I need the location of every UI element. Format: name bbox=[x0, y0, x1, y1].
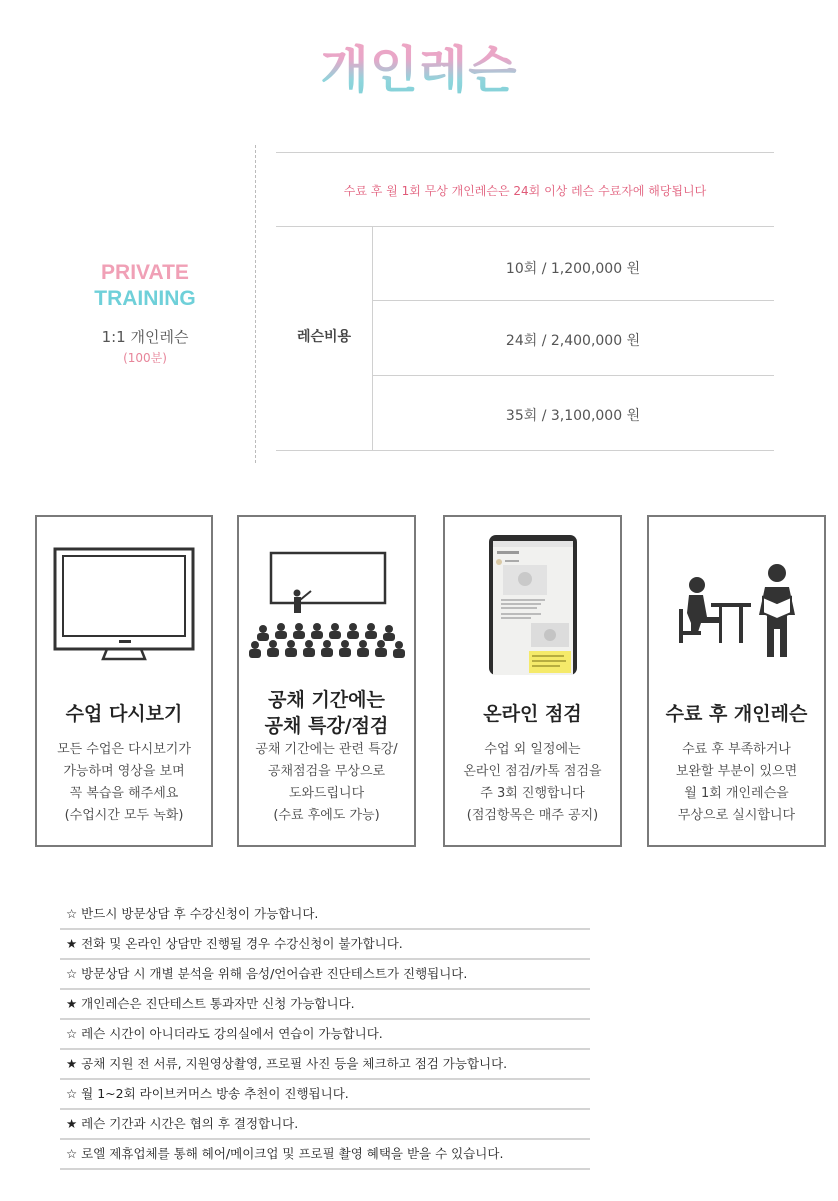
price-option: 35회 / 3,100,000 원 bbox=[505, 408, 641, 424]
note-item: ☆ 반드시 방문상담 후 수강신청이 가능합니다. bbox=[60, 900, 590, 930]
feature-desc-line: 보완할 부분이 있으면 bbox=[675, 764, 798, 779]
monitor-icon bbox=[37, 535, 211, 687]
feature-desc-line: 도와드립니다 bbox=[288, 786, 365, 801]
course-name: 1:1 개인레슨 bbox=[101, 328, 189, 346]
table-border-top bbox=[276, 152, 774, 153]
price-option: 24회 / 2,400,000 원 bbox=[505, 333, 641, 349]
feature-desc-line: 공채 기간에는 관련 특강/ bbox=[255, 742, 398, 757]
phone-chat-icon bbox=[445, 535, 620, 687]
feature-desc-line: 수료 후 부족하거나 bbox=[682, 742, 791, 757]
feature-card-private-lesson bbox=[647, 515, 826, 847]
feature-title: 수료 후 개인레슨 bbox=[665, 703, 808, 725]
pricing-label: 레슨비용 bbox=[296, 329, 352, 345]
course-duration: (100분) bbox=[123, 351, 167, 365]
course-label-private: PRIVATE bbox=[101, 261, 189, 284]
feature-title: 공채 특강/점검 bbox=[264, 715, 389, 737]
feature-card-online-check bbox=[443, 515, 622, 847]
feature-card-replay bbox=[35, 515, 213, 847]
feature-title: 공채 기간에는 bbox=[268, 689, 385, 711]
feature-desc-line: (수료 후에도 가능) bbox=[273, 808, 380, 823]
feature-desc-line: 꼭 복습을 해주세요 bbox=[69, 786, 179, 801]
feature-card-seminar bbox=[237, 515, 416, 847]
feature-title: 온라인 점검 bbox=[483, 703, 582, 725]
tutoring-icon bbox=[649, 535, 824, 687]
dashed-divider bbox=[255, 145, 256, 463]
feature-desc-line: 공채점검을 무상으로 bbox=[267, 764, 386, 779]
feature-title: 수업 다시보기 bbox=[65, 703, 183, 725]
note-item: ★ 공채 지원 전 서류, 지원영상촬영, 프로필 사진 등을 체크하고 점검 가능합니다. bbox=[60, 1050, 590, 1080]
note-item: ★ 개인레슨은 진단테스트 통과자만 신청 가능합니다. bbox=[60, 990, 590, 1020]
feature-desc-line: 주 3회 진행합니다 bbox=[480, 786, 585, 801]
feature-desc-line: 모든 수업은 다시보기가 bbox=[57, 742, 191, 757]
note-item: ☆ 로엘 제휴업체를 통해 헤어/메이크업 및 프로필 촬영 혜택을 받을 수 있습니다. bbox=[60, 1140, 590, 1170]
feature-desc-line: (점검항목은 매주 공지) bbox=[466, 808, 599, 823]
feature-desc-line: 수업 외 일정에는 bbox=[484, 742, 581, 757]
feature-desc-line: 무상으로 실시합니다 bbox=[677, 808, 796, 823]
feature-desc-line: 온라인 점검/카톡 점검을 bbox=[463, 764, 602, 779]
note-item: ★ 레슨 기간과 시간은 협의 후 결정합니다. bbox=[60, 1110, 590, 1140]
price-option: 10회 / 1,200,000 원 bbox=[505, 261, 641, 277]
note-item: ★ 전화 및 온라인 상담만 진행될 경우 수강신청이 불가합니다. bbox=[60, 930, 590, 960]
feature-desc-line: 가능하며 영상을 보며 bbox=[63, 764, 185, 779]
seminar-icon bbox=[239, 535, 414, 687]
table-divider bbox=[276, 226, 774, 227]
table-border-bottom bbox=[276, 450, 774, 451]
feature-desc-line: 월 1회 개인레슨을 bbox=[684, 786, 789, 801]
course-label-training: TRAINING bbox=[94, 287, 196, 310]
table-row-divider bbox=[372, 375, 774, 376]
note-item: ☆ 레슨 시간이 아니더라도 강의실에서 연습이 가능합니다. bbox=[60, 1020, 590, 1050]
notes-list bbox=[60, 900, 590, 1170]
feature-desc-line: (수업시간 모두 녹화) bbox=[64, 808, 184, 823]
pricing-notice: 수료 후 월 1회 무상 개인레슨은 24회 이상 레슨 수료자에 해당됩니다 bbox=[343, 184, 707, 198]
note-item: ☆ 월 1~2회 라이브커머스 방송 추천이 진행됩니다. bbox=[60, 1080, 590, 1110]
note-item: ☆ 방문상담 시 개별 분석을 위해 음성/언어습관 진단테스트가 진행됩니다. bbox=[60, 960, 590, 990]
course-label bbox=[60, 260, 230, 366]
page-title: 개인레슨 bbox=[0, 30, 838, 102]
table-row-divider bbox=[372, 300, 774, 301]
